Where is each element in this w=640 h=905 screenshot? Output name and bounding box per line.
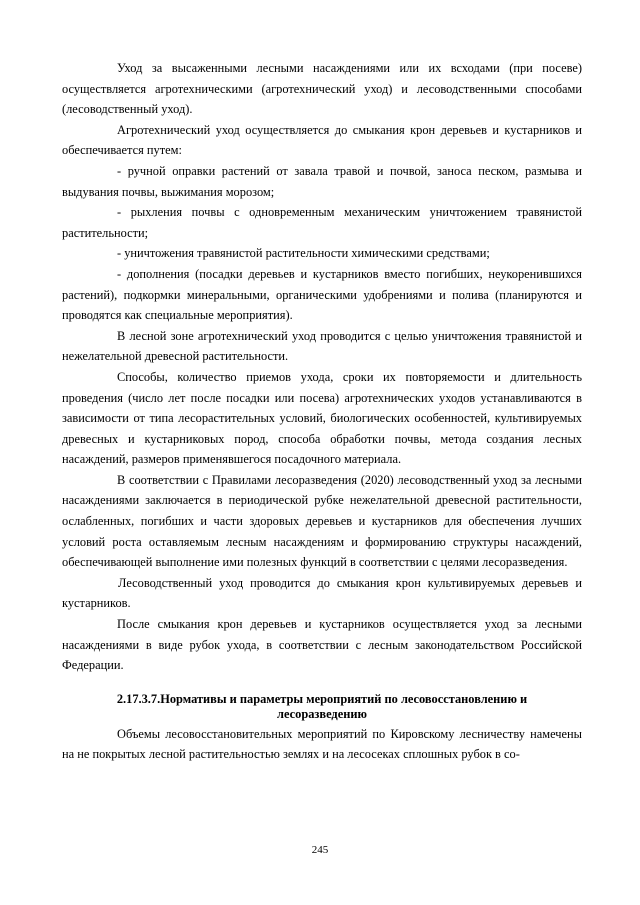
page-number: 245 — [311, 844, 329, 856]
list-item-manual-adjustment: - ручной оправки растений от завала травой и почвой, заноса песком, размыва и выдувания почвы, выжимания морозом; — [62, 163, 582, 199]
paragraph-forest-zone: В лесной зоне агротехнический уход проводится с целью уничтожения травянистой и нежелательной древесной растительности. — [62, 328, 582, 364]
list-item-supplement: - дополнения (посадки деревьев и кустарников вместо погибших, неукоренившихся растений), подкормки минеральными, органическими удобрениями и полива (планируются и проводятся как специальные мероприятия). — [62, 266, 582, 323]
paragraph-silvicultural-care: Лесоводственный уход проводится до смыкания крон культивируемых деревьев и кустарников. — [62, 575, 582, 611]
list-item-chemical: - уничтожения травянистой растительности химическими средствами; — [117, 246, 490, 261]
document-page — [62, 58, 582, 765]
section-heading: 2.17.3.7.Нормативы и параметры мероприятий по лесовосстановлению и лесоразведению — [116, 691, 528, 721]
paragraph-agrotech-care: Агротехнический уход осуществляется до смыкания крон деревьев и кустарников и обеспечивается путем: — [62, 122, 582, 158]
paragraph-after-closure: После смыкания крон деревьев и кустарников осуществляется уход за лесными насаждениями в виде рубок ухода, в соответствии с лесным законодательством Российской Федерации. — [62, 617, 582, 673]
paragraph-rules-2020: В соответствии с Правилами лесоразведения (2020) лесоводственный уход за лесными насаждениями заключается в периодической рубке нежелательной древесной растительности, ослабленных, погибших и части здоровых деревьев и кустарников для обеспечения лучших условий роста оставляемым лесным насаждениям и формированию структуры насаждений, обеспечивающей выполнение ими полезных функций в соответствии с целями лесоразведения. — [62, 472, 582, 570]
list-item-loosening: - рыхления почвы с одновременным механическим уничтожением травянистой растительности; — [62, 205, 582, 240]
paragraph-methods: Способы, количество приемов ухода, сроки их повторяемости и длительность проведения (число лет после посадки или посева) агротехнических уходов устанавливаются в зависимости от типа лесорастительных условий, биологических особенностей, культивируемых древесных и кустарниковых пород, способа обработки почвы, метода создания лесных насаждений, размеров применявшегося посадочного материала. — [62, 369, 582, 467]
paragraph-volumes: Объемы лесовосстановительных мероприятий по Кировскому лесничеству намечены на не покрытых лесной растительностью землях и на лесосеках сплошных рубок в со- — [62, 726, 582, 762]
paragraph-care-intro: Уход за высаженными лесными насаждениями или их всходами (при посеве) осуществляется агротехническими (агротехнический уход) и лесоводственными способами (лесоводственный уход). — [62, 61, 582, 117]
